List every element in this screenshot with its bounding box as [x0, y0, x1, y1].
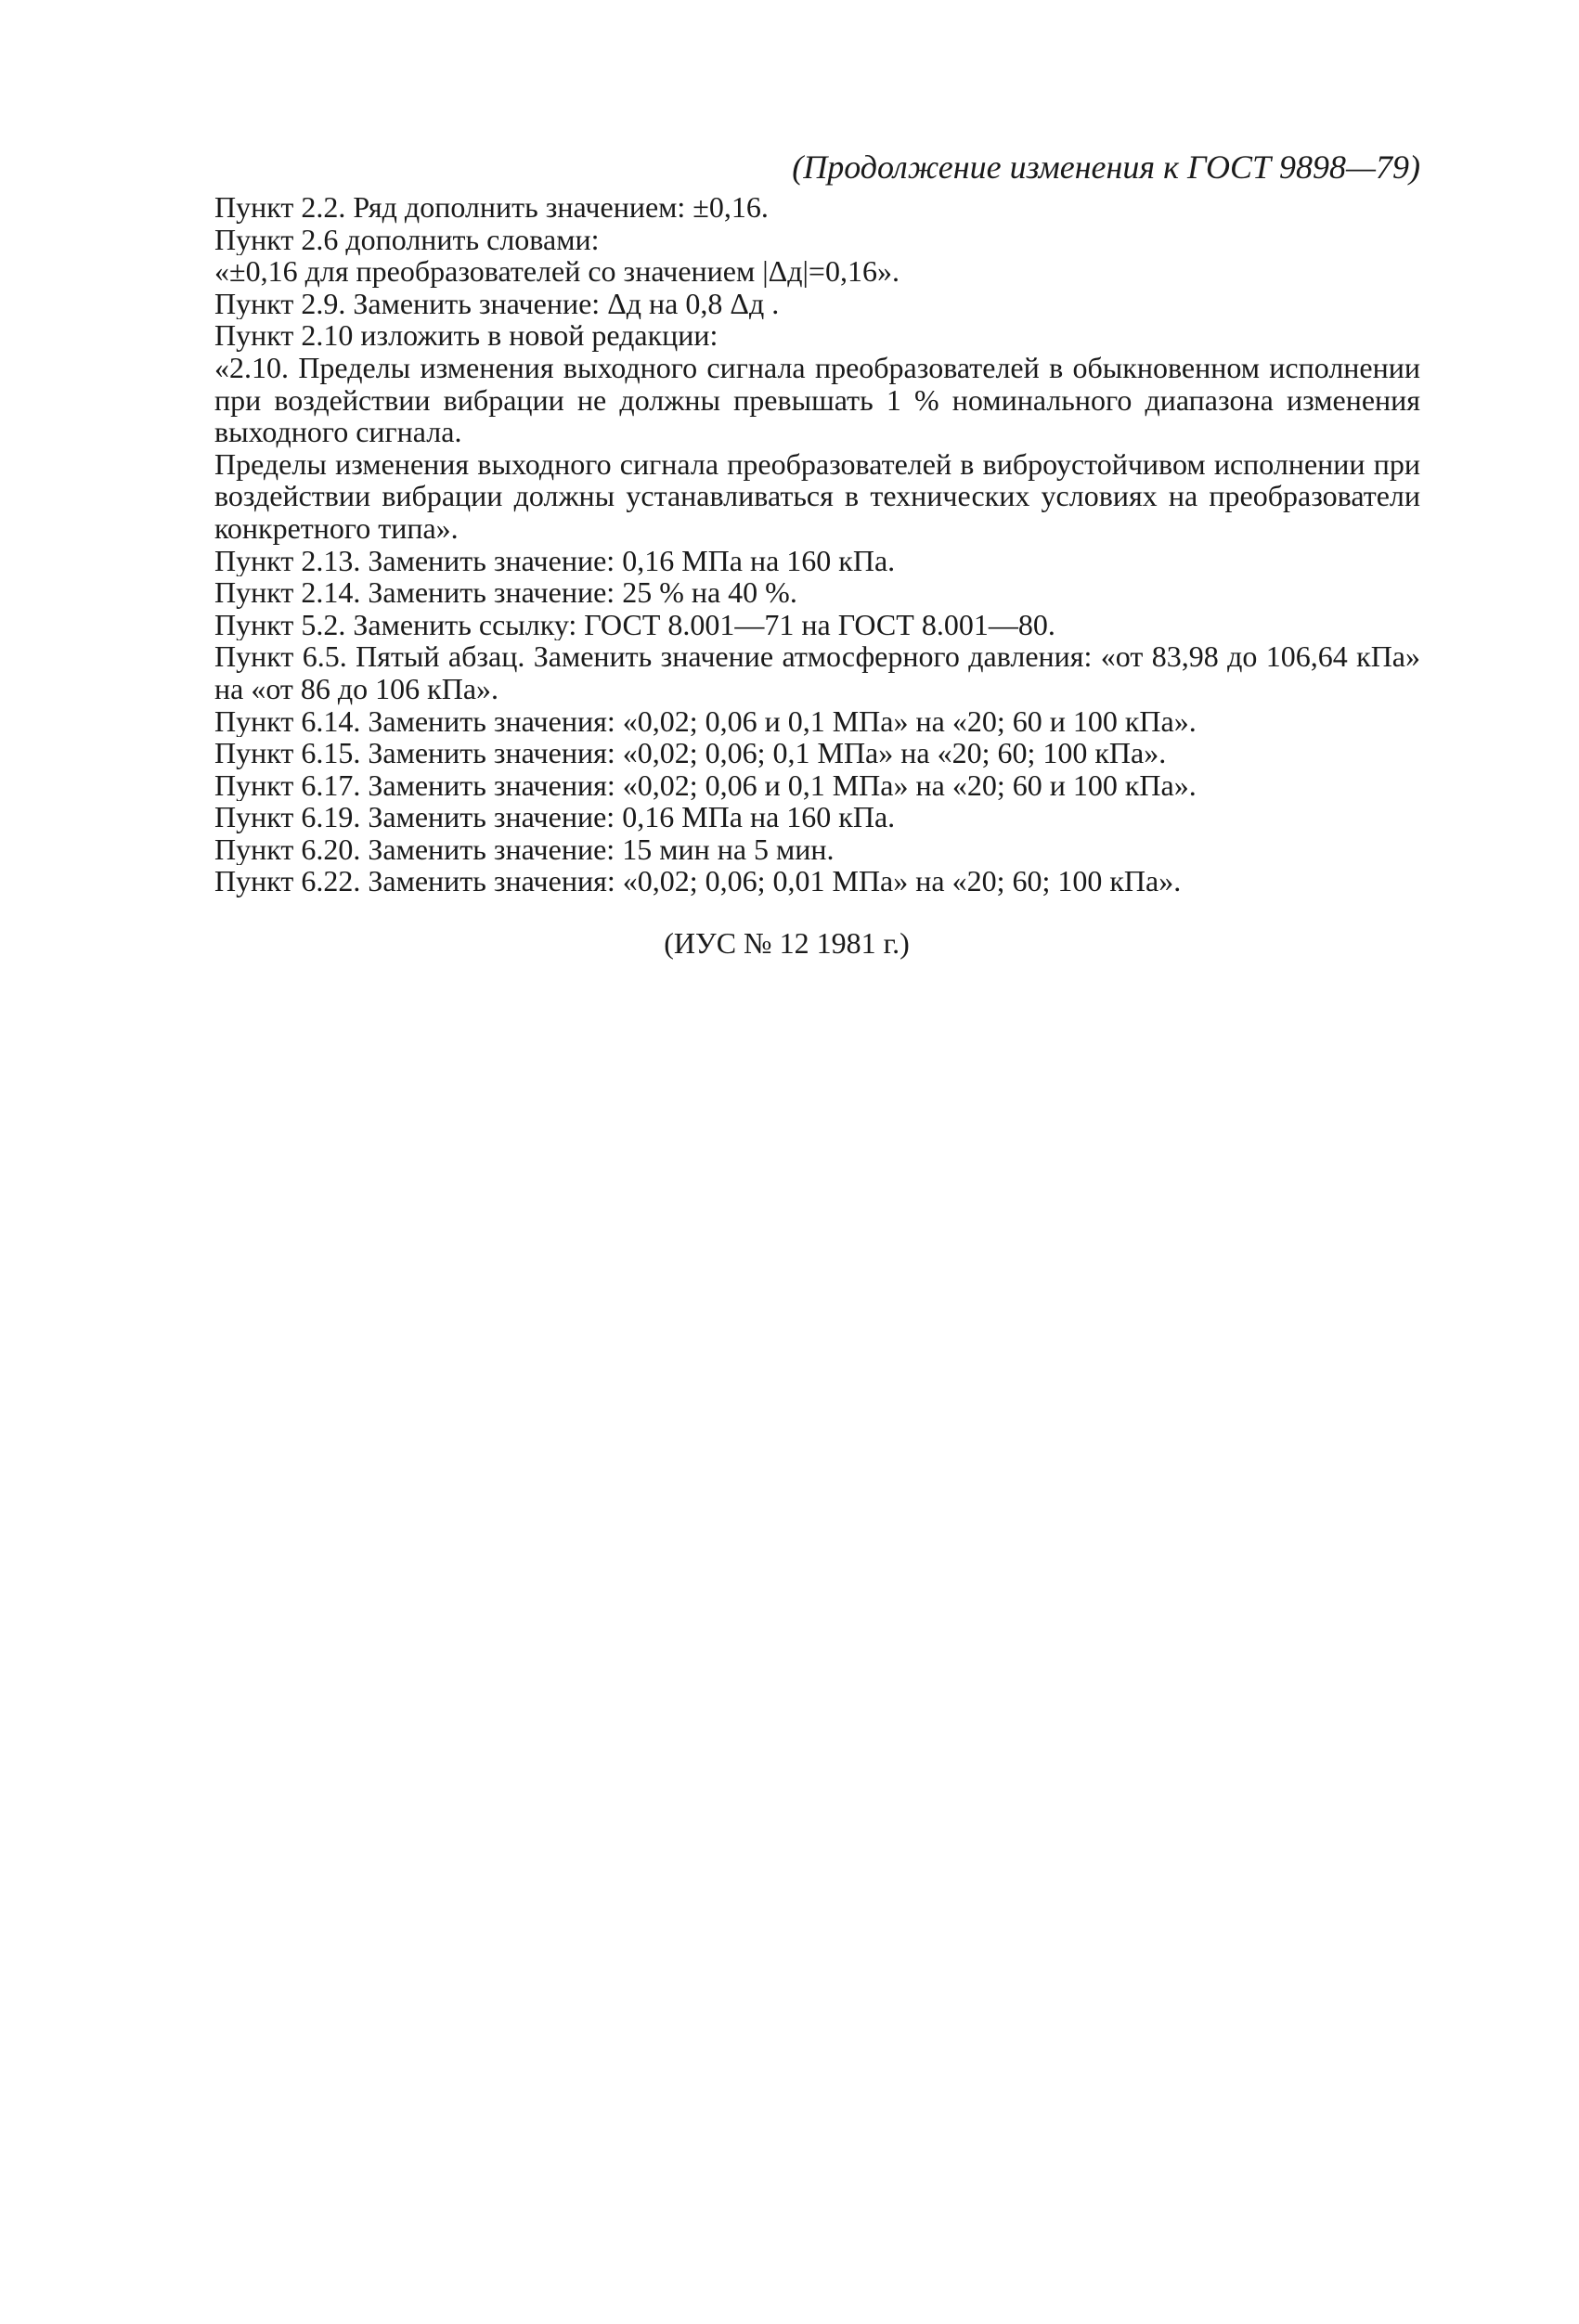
- footer-ius-reference: (ИУС № 12 1981 г.): [664, 926, 910, 960]
- header-continuation-note: (Продолжение изменения к ГОСТ 9898—79): [792, 148, 1420, 186]
- paragraph-item-2-2: Пункт 2.2. Ряд дополнить значением: ±0,16.: [214, 191, 769, 224]
- document-body: [153, 191, 1420, 897]
- paragraph-item-6-20: Пункт 6.20. Заменить значение: 15 мин на 5 мин.: [214, 833, 835, 866]
- paragraph-item-6-19: Пункт 6.19. Заменить значение: 0,16 МПа на 160 кПа.: [214, 801, 896, 833]
- paragraph-item-2-13: Пункт 2.13. Заменить значение: 0,16 МПа на 160 кПа.: [214, 544, 896, 577]
- paragraph-item-6-15: Пункт 6.15. Заменить значения: «0,02; 0,06; 0,1 МПа» на «20; 60; 100 кПа».: [214, 737, 1167, 769]
- paragraph-item-5-2: Пункт 5.2. Заменить ссылку: ГОСТ 8.001—71 на ГОСТ 8.001—80.: [214, 608, 1055, 641]
- paragraph-item-6-14: Пункт 6.14. Заменить значения: «0,02; 0,06 и 0,1 МПа» на «20; 60 и 100 кПа».: [214, 704, 1197, 738]
- paragraph-item-2-9: Пункт 2.9. Заменить значение: Δд на 0,8 Δд .: [214, 287, 780, 320]
- paragraph-item-2-10-text: «2.10. Пределы изменения выходного сигнала преобразователей в обыкновенном исполнении при воздействии вибрации не должны превышать 1 % номинального диапазона изменения выходного сигнала.: [214, 350, 1420, 449]
- paragraph-item-6-17: Пункт 6.17. Заменить значения: «0,02; 0,06 и 0,1 МПа» на «20; 60 и 100 кПа».: [214, 768, 1197, 802]
- paragraph-item-6-22: Пункт 6.22. Заменить значения: «0,02; 0,06; 0,01 МПа» на «20; 60; 100 кПа».: [214, 865, 1182, 898]
- paragraph-item-6-5: Пункт 6.5. Пятый абзац. Заменить значение атмосферного давления: «от 83,98 до 106,64 кПа» на «от 86 до 106 кПа».: [214, 639, 1420, 705]
- paragraph-item-2-10-vibration: Пределы изменения выходного сигнала преобразователей в виброустойчивом исполнении при воздействии вибрации должны устанавливаться в технических условиях на преобразователи конкретного типа».: [214, 446, 1420, 545]
- paragraph-item-2-6: Пункт 2.6 дополнить словами:: [214, 223, 600, 256]
- paragraph-item-2-6-quote: «±0,16 для преобразователей со значением |Δд|=0,16».: [214, 255, 900, 288]
- paragraph-item-2-10: Пункт 2.10 изложить в новой редакции:: [214, 319, 718, 352]
- paragraph-item-2-14: Пункт 2.14. Заменить значение: 25 % на 40 %.: [214, 576, 797, 609]
